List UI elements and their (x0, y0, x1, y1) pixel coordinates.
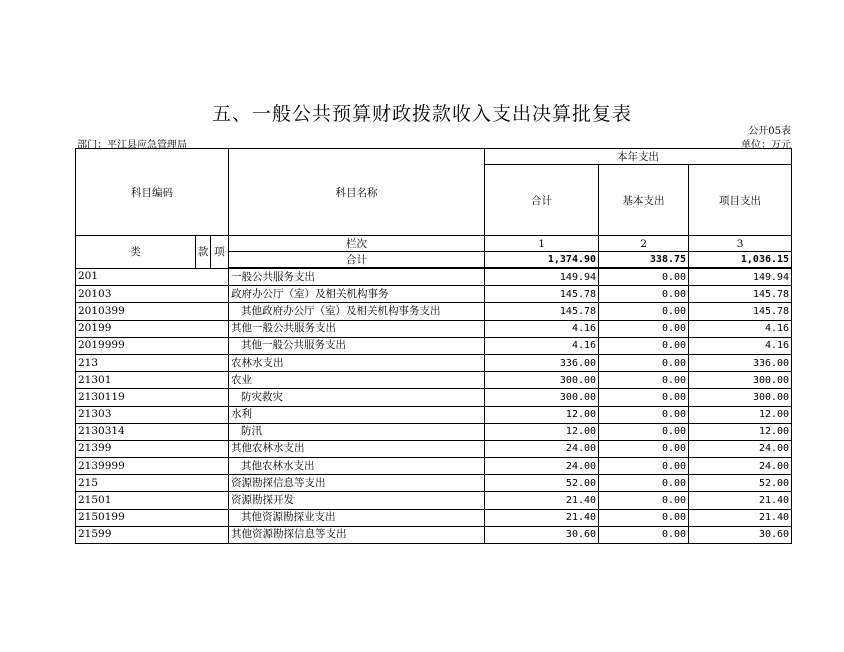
row-basic: 0.00 (599, 372, 689, 389)
row-code: 21599 (76, 526, 229, 543)
row-name: 政府办公厅（室）及相关机构事务 (229, 286, 485, 303)
row-name: 其他一般公共服务支出 (229, 320, 485, 337)
header-item: 款 (196, 236, 211, 269)
form-number: 公开05表 (748, 126, 791, 137)
row-total: 30.60 (485, 526, 599, 543)
page-title: 五、一般公共预算财政拨款收入支出决算批复表 (211, 103, 632, 125)
row-total: 145.78 (485, 286, 599, 303)
row-name: 一般公共服务支出 (229, 268, 485, 286)
table-row (76, 337, 792, 354)
table-row (76, 509, 792, 526)
row-code: 213 (76, 354, 229, 371)
row-basic: 0.00 (599, 337, 689, 354)
row-total: 300.00 (485, 372, 599, 389)
row-name: 资源勘探开发 (229, 492, 485, 509)
row-code: 20199 (76, 320, 229, 337)
row-code: 20103 (76, 286, 229, 303)
row-code: 2150199 (76, 509, 229, 526)
row-total: 336.00 (485, 354, 599, 371)
row-name: 其他农林水支出 (229, 440, 485, 457)
row-project: 12.00 (689, 406, 792, 423)
sum-project: 1,036.15 (689, 252, 792, 269)
row-basic: 0.00 (599, 320, 689, 337)
row-total: 12.00 (485, 423, 599, 440)
row-code: 2010399 (76, 303, 229, 320)
row-name: 资源勘探信息等支出 (229, 475, 485, 492)
row-name: 水利 (229, 406, 485, 423)
header-code-group: 科目编码 (76, 149, 229, 236)
row-project: 4.16 (689, 320, 792, 337)
row-project: 300.00 (689, 389, 792, 406)
sum-basic: 338.75 (599, 252, 689, 269)
row-project: 149.94 (689, 268, 792, 286)
table-row (76, 475, 792, 492)
budget-table (75, 148, 792, 544)
header-name: 科目名称 (229, 149, 485, 236)
row-code: 21501 (76, 492, 229, 509)
row-name: 其他一般公共服务支出 (229, 337, 485, 354)
row-project: 145.78 (689, 303, 792, 320)
row-project: 300.00 (689, 372, 792, 389)
row-total: 4.16 (485, 320, 599, 337)
header-project: 项目支出 (689, 165, 792, 236)
row-project: 336.00 (689, 354, 792, 371)
header-class: 类 (76, 236, 196, 269)
table-row (76, 268, 792, 286)
row-basic: 0.00 (599, 492, 689, 509)
row-total: 300.00 (485, 389, 599, 406)
row-project: 24.00 (689, 458, 792, 475)
row-code: 215 (76, 475, 229, 492)
row-project: 24.00 (689, 440, 792, 457)
row-code: 21303 (76, 406, 229, 423)
row-name: 其他资源勘探信息等支出 (229, 526, 485, 543)
row-code: 21399 (76, 440, 229, 457)
row-basic: 0.00 (599, 286, 689, 303)
sum-total: 1,374.90 (485, 252, 599, 269)
row-name: 农业 (229, 372, 485, 389)
table-row (76, 354, 792, 371)
row-project: 30.60 (689, 526, 792, 543)
table-row (76, 423, 792, 440)
header-total: 合计 (485, 165, 599, 236)
table-row (76, 303, 792, 320)
row-name: 防灾救灾 (229, 389, 485, 406)
table-row (76, 320, 792, 337)
row-basic: 0.00 (599, 406, 689, 423)
row-basic: 0.00 (599, 509, 689, 526)
row-code: 2130119 (76, 389, 229, 406)
row-basic: 0.00 (599, 303, 689, 320)
table-row (76, 372, 792, 389)
row-total: 24.00 (485, 458, 599, 475)
table-row (76, 526, 792, 543)
row-name: 其他农林水支出 (229, 458, 485, 475)
row-project: 4.16 (689, 337, 792, 354)
row-basic: 0.00 (599, 526, 689, 543)
table-row (76, 492, 792, 509)
header-sub: 项 (211, 236, 229, 269)
row-code: 21301 (76, 372, 229, 389)
header-col3: 3 (689, 236, 792, 252)
header-column-label: 栏次 (229, 236, 485, 252)
row-name: 防汛 (229, 423, 485, 440)
row-total: 12.00 (485, 406, 599, 423)
row-total: 149.94 (485, 268, 599, 286)
row-code: 201 (76, 268, 229, 286)
row-total: 21.40 (485, 492, 599, 509)
row-project: 21.40 (689, 509, 792, 526)
row-total: 145.78 (485, 303, 599, 320)
row-code: 2139999 (76, 458, 229, 475)
row-basic: 0.00 (599, 423, 689, 440)
row-total: 24.00 (485, 440, 599, 457)
row-project: 145.78 (689, 286, 792, 303)
table-row (76, 406, 792, 423)
row-basic: 0.00 (599, 389, 689, 406)
header-col2: 2 (599, 236, 689, 252)
row-name: 其他资源勘探业支出 (229, 509, 485, 526)
header-basic: 基本支出 (599, 165, 689, 236)
row-code: 2019999 (76, 337, 229, 354)
row-project: 12.00 (689, 423, 792, 440)
department-label: 部门：平江县应急管理局 (77, 140, 187, 151)
table-row (76, 389, 792, 406)
header-col1: 1 (485, 236, 599, 252)
row-total: 52.00 (485, 475, 599, 492)
sum-label: 合计 (229, 252, 485, 269)
row-basic: 0.00 (599, 440, 689, 457)
row-name: 农林水支出 (229, 354, 485, 371)
header-year-group: 本年支出 (485, 149, 792, 165)
row-basic: 0.00 (599, 354, 689, 371)
row-name: 其他政府办公厅（室）及相关机构事务支出 (229, 303, 485, 320)
row-basic: 0.00 (599, 268, 689, 286)
row-total: 4.16 (485, 337, 599, 354)
row-code: 2130314 (76, 423, 229, 440)
table-row (76, 286, 792, 303)
row-project: 21.40 (689, 492, 792, 509)
row-project: 52.00 (689, 475, 792, 492)
table-row (76, 440, 792, 457)
row-basic: 0.00 (599, 458, 689, 475)
row-basic: 0.00 (599, 475, 689, 492)
row-total: 21.40 (485, 509, 599, 526)
table-row (76, 458, 792, 475)
unit-label: 单位：万元 (741, 140, 791, 151)
